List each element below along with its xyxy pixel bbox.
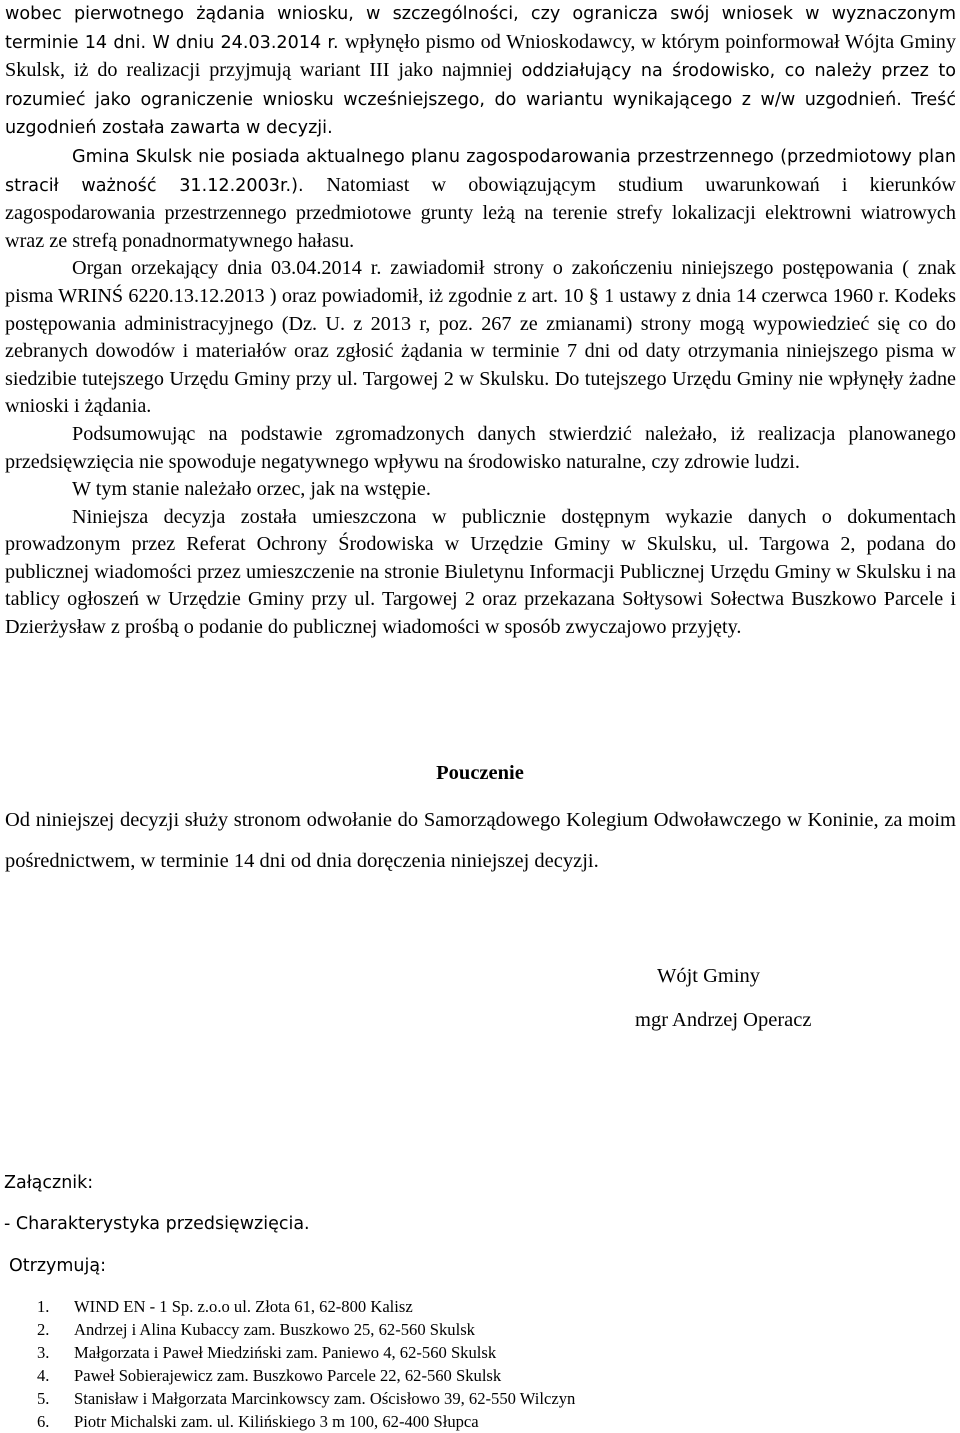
- paragraph-3: [5, 255, 956, 421]
- attachment-item: - Charakterystyka przedsięwzięcia.: [4, 1214, 310, 1234]
- recipient-number: 1.: [37, 1297, 50, 1316]
- paragraph-3-text: Organ orzekający dnia 03.04.2014 r. zawiadomił strony o zakończeniu niniejszego postępowania ( znak pisma WRINŚ 6220.13.12.2013 ) oraz powiadomił, iż zgodnie z art. 10 § 1 ustawy z dnia 14 czerwca 1960 r. Kodeks postępowania administracyjnego (Dz. U. z 2013 r, poz. 267 ze zmianami) strony mogą wypowiedzieć się co do zebranych dowodów i materiałów oraz zgłosić żądania w terminie 7 dni od daty otrzymania niniejszego pisma w siedzibie tutejszego Urzędu Gminy przy ul. Targowej 2 w Skulsku. Do tutejszego Urzędu Gminy nie wpłynęły żadne wnioski i żądania.: [5, 257, 956, 418]
- recipient-text: Andrzej i Alina Kubaccy zam. Buszkowo 25, 62-560 Skulsk: [74, 1320, 475, 1339]
- recipient-item: [37, 1295, 937, 1318]
- paragraph-4: [5, 421, 956, 476]
- document-body: [5, 0, 956, 642]
- paragraph-1-part-3: oddziałujący na środowisko, co należy przez to rozumieć jako ograniczenie wniosku wcześniejszego, do wariantu wynikającego z w/w uzgodnień. Treść uzgodnień została zawarta w decyzji.: [5, 61, 956, 139]
- pouczenie-text: Od niniejszej decyzji służy stronom odwołanie do Samorządowego Kolegium Odwoławczego w Koninie, za moim pośrednictwem, w terminie 14 dni od dnia doręczenia niniejszej decyzji.: [5, 809, 956, 872]
- paragraph-2-part-1: Gmina Skulsk nie posiada aktualnego planu zagospodarowania przestrzennego (przedmiotowy plan stracił ważność 31.12.2003r.).: [5, 146, 956, 196]
- recipients-label: Otrzymują:: [9, 1256, 106, 1276]
- recipient-number: 6.: [37, 1412, 50, 1431]
- recipient-item: [37, 1341, 937, 1364]
- paragraph-5: [5, 476, 956, 504]
- recipient-text: Stanisław i Małgorzata Marcinkowscy zam. Ościsłowo 39, 62-550 Wilczyn: [74, 1389, 576, 1408]
- recipient-text: Paweł Sobierajewicz zam. Buszkowo Parcele 22, 62-560 Skulsk: [74, 1366, 502, 1385]
- recipient-item: [37, 1410, 937, 1433]
- recipient-number: 3.: [37, 1343, 50, 1362]
- signature-name: mgr Andrzej Operacz: [635, 1009, 812, 1031]
- recipient-text: Małgorzata i Paweł Miedziński zam. Paniewo 4, 62-560 Skulsk: [74, 1343, 497, 1362]
- recipient-text: Piotr Michalski zam. ul. Kilińskiego 3 m 100, 62-400 Słupca: [74, 1412, 479, 1431]
- recipient-number: 2.: [37, 1320, 50, 1339]
- paragraph-1-part-2: wpłynęło pismo od Wnioskodawcy, w którym poinformował Wójta Gminy Skulsk, iż do realizacji przyjmują wariant III jako najmniej: [5, 30, 956, 82]
- paragraph-2: [5, 143, 956, 255]
- paragraph-4-text: Podsumowując na podstawie zgromadzonych danych stwierdzić należało, iż realizacja planowanego przedsięwzięcia nie spowoduje negatywnego wpływu na środowisko naturalne, czy zdrowie ludzi.: [5, 422, 956, 473]
- recipient-item: [37, 1318, 937, 1341]
- signature-title: Wójt Gminy: [657, 965, 761, 987]
- recipient-number: 5.: [37, 1389, 50, 1408]
- pouczenie-title: Pouczenie: [436, 762, 524, 784]
- paragraph-6-text: Niniejsza decyzja została umieszczona w publicznie dostępnym wykazie danych o dokumentach prowadzonym przez Referat Ochrony Środowiska w Urzędzie Gminy w Skulsku, ul. Targowa 2, podana do publicznej wiadomości przez umieszczenie na stronie Biuletynu Informacji Publicznej Urzędu Gminy w Skulsku i na tablicy ogłoszeń w Urzędzie Gminy przy ul. Targowej 2 oraz przekazana Sołtysowi Sołectwa Buszkowo Parcele i Dzierżysław z prośbą o podanie do publicznej wiadomości w sposób zwyczajowo przyjęty.: [5, 505, 956, 639]
- attachment-label: Załącznik:: [4, 1173, 94, 1193]
- recipient-item: [37, 1387, 937, 1410]
- recipient-number: 4.: [37, 1366, 50, 1385]
- recipient-text: WIND EN - 1 Sp. z.o.o ul. Złota 61, 62-800 Kalisz: [74, 1297, 413, 1316]
- recipient-item: [37, 1364, 937, 1387]
- paragraph-1-part-1: wobec pierwotnego żądania wniosku, w szczególności, czy ogranicza swój wniosek w wyznaczonym terminie 14 dni. W dniu 24.03.2014 r.: [5, 4, 956, 53]
- paragraph-5-text: W tym stanie należało orzec, jak na wstępie.: [72, 478, 431, 501]
- recipients-list: [37, 1295, 937, 1433]
- paragraph-1: [5, 0, 956, 143]
- paragraph-2-part-2: Natomiast w obowiązującym studium uwarunkowań i kierunków zagospodarowania przestrzennego przedmiotowe grunty leżą na terenie strefy lokalizacji elektrowni wiatrowych wraz ze strefą ponadnormatywnego hałasu.: [5, 173, 957, 252]
- paragraph-6: [5, 504, 956, 642]
